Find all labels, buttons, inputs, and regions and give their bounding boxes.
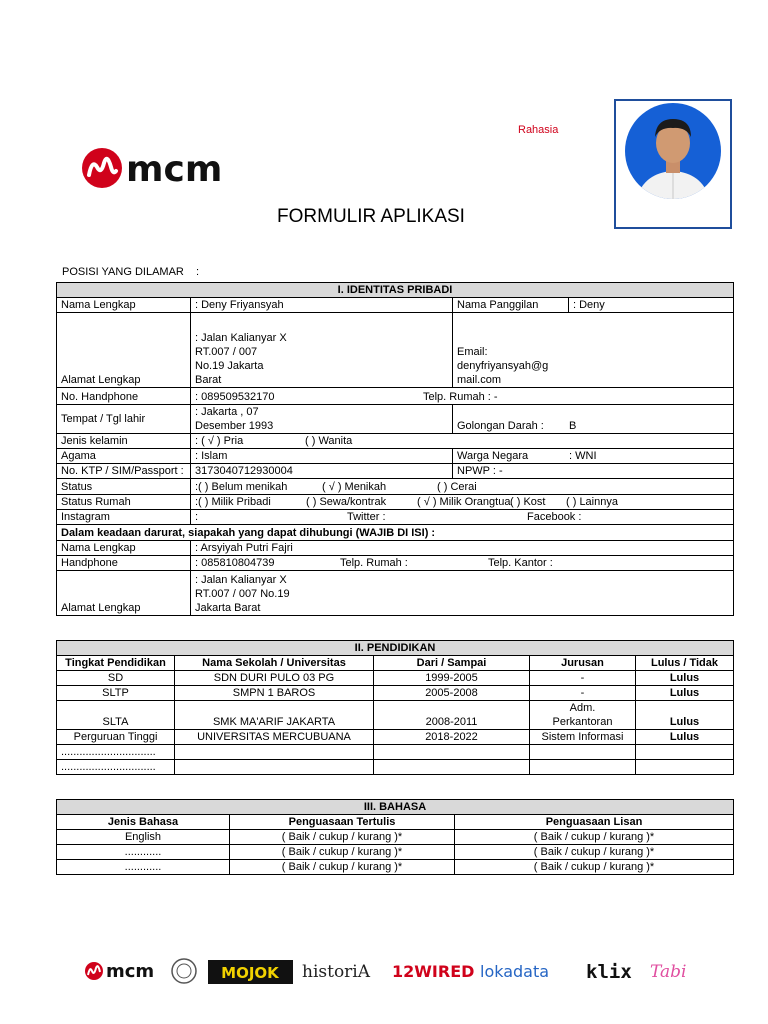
telp-rumah: Telp. Rumah : - [423, 391, 498, 403]
npwp: NPWP : - [453, 464, 734, 479]
identitas-table [56, 282, 734, 616]
table-cell: 2018-2022 [374, 730, 530, 745]
status-cerai: ( ) Cerai [437, 481, 477, 493]
table-row [57, 860, 734, 875]
table-cell: 2005-2008 [374, 686, 530, 701]
lokadata-logo [480, 962, 549, 981]
table-cell [175, 760, 374, 775]
ttl-line: : Jakarta , 07 [195, 406, 259, 418]
table-cell: SLTA [57, 701, 175, 730]
jurusan-line: Adm. [569, 702, 596, 714]
table-cell [374, 745, 530, 760]
table-cell: ( Baik / cukup / kurang )* [455, 830, 734, 845]
email-value-line: mail.com [457, 374, 502, 386]
col-header: Lulus / Tidak [636, 656, 734, 671]
darurat-hp-label: Handphone [57, 556, 191, 571]
goldar-row [453, 405, 734, 434]
darurat-alamat-line: : Jalan Kalianyar X [195, 574, 287, 586]
table-row [57, 745, 734, 760]
darurat-alamat-line: RT.007 / 007 No.19 [195, 588, 290, 600]
alamat-line: RT.007 / 007 [195, 346, 258, 358]
table-cell [374, 760, 530, 775]
table-cell: Lulus [636, 730, 734, 745]
alamat-line: : Jalan Kalianyar X [195, 332, 287, 344]
table-cell: Lulus [636, 701, 734, 730]
table-row [57, 760, 734, 775]
col-header: Jenis Bahasa [57, 815, 230, 830]
ttl-label: Tempat / Tgl lahir [57, 405, 191, 434]
mcm-logo [80, 145, 250, 191]
col-header: Tingkat Pendidikan [57, 656, 175, 671]
sosmed-row [191, 510, 734, 525]
table-cell: - [530, 686, 636, 701]
table-cell: SLTP [57, 686, 175, 701]
jk-row [191, 434, 734, 449]
nama-lengkap-value: : Deny Friyansyah [191, 298, 453, 313]
twitter-label: Twitter : [347, 511, 386, 523]
klix-logo [586, 961, 632, 983]
table-cell: SD [57, 671, 175, 686]
posisi-label: POSISI YANG DILAMAR [62, 266, 184, 278]
table-row [57, 845, 734, 860]
table-cell: ............................... [57, 745, 175, 760]
ttl-value [191, 405, 453, 434]
hp-value: : 089509532170 [195, 391, 275, 403]
goldar-value: B [569, 420, 577, 432]
darurat-hp-value: : 085810804739 [195, 557, 275, 569]
table-cell: ( Baik / cukup / kurang )* [455, 845, 734, 860]
table-cell: SDN DURI PULO 03 PG [175, 671, 374, 686]
instagram-label: Instagram [57, 510, 191, 525]
table-row [57, 686, 734, 701]
table-cell [530, 701, 636, 730]
table-cell: ( Baik / cukup / kurang )* [230, 845, 455, 860]
status-menikah: ( √ ) Menikah [322, 481, 387, 493]
partner-logos [84, 955, 704, 995]
footer-logo-text: mcm [106, 961, 155, 982]
darurat-nama-value: : Arsyiyah Putri Fajri [191, 541, 734, 556]
table-cell [175, 745, 374, 760]
darurat-telp-rumah: Telp. Rumah : [340, 557, 408, 569]
darurat-alamat-value [191, 571, 734, 616]
table-cell: 1999-2005 [374, 671, 530, 686]
table-cell: Sistem Informasi [530, 730, 636, 745]
footer-logo-text: Tabi [650, 962, 687, 982]
darurat-telp-kantor: Telp. Kantor : [488, 557, 553, 569]
facebook-label: Facebook : [527, 511, 582, 523]
table-cell: English [57, 830, 230, 845]
posisi-colon: : [196, 266, 200, 278]
footer-logo-text: historiA [302, 962, 371, 982]
table-cell: ( Baik / cukup / kurang )* [230, 830, 455, 845]
svg-text:mcm: mcm [126, 149, 223, 190]
alamat-label: Alamat Lengkap [57, 313, 191, 388]
sr-sewa: ( ) Sewa/kontrak [306, 496, 387, 508]
instagram-value: : [195, 511, 199, 523]
sr-pribadi: :( ) Milik Pribadi [195, 496, 271, 508]
table-cell: ............ [57, 845, 230, 860]
ktp-value: 3173040712930004 [191, 464, 453, 479]
sr-ortu: ( √ ) Milik Orangtua [417, 496, 511, 508]
section-pendidikan-title: II. PENDIDIKAN [57, 641, 734, 656]
table-row [57, 671, 734, 686]
status-belum: :( ) Belum menikah [195, 481, 288, 493]
confidential-label: Rahasia [518, 124, 559, 136]
footer-logo-text: 12WIRED [392, 962, 475, 981]
table-cell: ............ [57, 860, 230, 875]
col-header: Nama Sekolah / Universitas [175, 656, 374, 671]
table-cell: UNIVERSITAS MERCUBUANA [175, 730, 374, 745]
col-header: Dari / Sampai [374, 656, 530, 671]
table-cell [636, 760, 734, 775]
darurat-alamat-label: Alamat Lengkap [57, 571, 191, 616]
table-cell [530, 745, 636, 760]
ktp-label: No. KTP / SIM/Passport : [57, 464, 191, 479]
email-value-line: denyfriyansyah@g [457, 360, 549, 372]
section-identitas-title: I. IDENTITAS PRIBADI [57, 283, 734, 298]
nama-panggilan-label: Nama Panggilan [453, 298, 569, 313]
darurat-hp-row [191, 556, 734, 571]
table-row [57, 701, 734, 730]
darurat-nama-label: Nama Lengkap [57, 541, 191, 556]
col-header: Penguasaan Lisan [455, 815, 734, 830]
darurat-title: Dalam keadaan darurat, siapakah yang dapat dihubungi (WAJIB DI ISI) : [57, 525, 734, 541]
bahasa-table [56, 799, 734, 875]
nama-lengkap-label: Nama Lengkap [57, 298, 191, 313]
col-header: Penguasaan Tertulis [230, 815, 455, 830]
tabi-logo [650, 962, 686, 982]
12wired-logo [392, 962, 474, 981]
jk-pria: : ( √ ) Pria [195, 435, 244, 447]
agama-label: Agama [57, 449, 191, 464]
status-rumah-label: Status Rumah [57, 495, 191, 510]
status-row [191, 479, 734, 495]
status-label: Status [57, 479, 191, 495]
jk-label: Jenis kelamin [57, 434, 191, 449]
jk-wanita: ( ) Wanita [305, 435, 353, 447]
hp-label: No. Handphone [57, 388, 191, 405]
table-row [57, 830, 734, 845]
jurusan-line: Perkantoran [552, 716, 613, 728]
footer-logo-text: klix [586, 961, 632, 983]
table-cell: ( Baik / cukup / kurang )* [455, 860, 734, 875]
sr-lainnya: ( ) Lainnya [566, 496, 618, 508]
email-cell [453, 313, 734, 388]
section-bahasa-title: III. BAHASA [57, 800, 734, 815]
table-cell: Perguruan Tinggi [57, 730, 175, 745]
nama-panggilan-value: : Deny [569, 298, 734, 313]
wn-row [453, 449, 734, 464]
wn-value: : WNI [569, 450, 597, 462]
historia-logo [302, 962, 371, 982]
table-cell: SMK MA'ARIF JAKARTA [175, 701, 374, 730]
posisi-row [62, 266, 200, 278]
mcm-logo [85, 961, 154, 982]
mojok-logo [208, 960, 293, 984]
table-cell [636, 745, 734, 760]
ttl-line: Desember 1993 [195, 420, 274, 432]
table-cell: Lulus [636, 686, 734, 701]
darurat-alamat-line: Jakarta Barat [195, 602, 261, 614]
goldar-label: Golongan Darah : [457, 420, 544, 432]
alamat-line: Barat [195, 374, 222, 386]
table-row [57, 730, 734, 745]
pendidikan-table [56, 640, 734, 775]
table-cell [530, 760, 636, 775]
emblem-logo [172, 959, 196, 983]
form-title: FORMULIR APLIKASI [277, 206, 465, 227]
table-cell: ............................... [57, 760, 175, 775]
status-rumah-row [191, 495, 734, 510]
table-cell: - [530, 671, 636, 686]
table-cell: 2008-2011 [374, 701, 530, 730]
wn-label: Warga Negara [457, 450, 529, 462]
footer-logo-text: lokadata [480, 962, 550, 981]
alamat-line: No.19 Jakarta [195, 360, 264, 372]
table-cell: Lulus [636, 671, 734, 686]
footer-logo-text: MOJOK [221, 964, 279, 982]
hp-row [191, 388, 734, 405]
col-header: Jurusan [530, 656, 636, 671]
sr-kost: ( ) Kost [510, 496, 546, 508]
table-cell: ( Baik / cukup / kurang )* [230, 860, 455, 875]
agama-value: : Islam [191, 449, 453, 464]
email-label: Email: [457, 346, 488, 358]
alamat-value [191, 313, 453, 388]
table-cell: SMPN 1 BAROS [175, 686, 374, 701]
